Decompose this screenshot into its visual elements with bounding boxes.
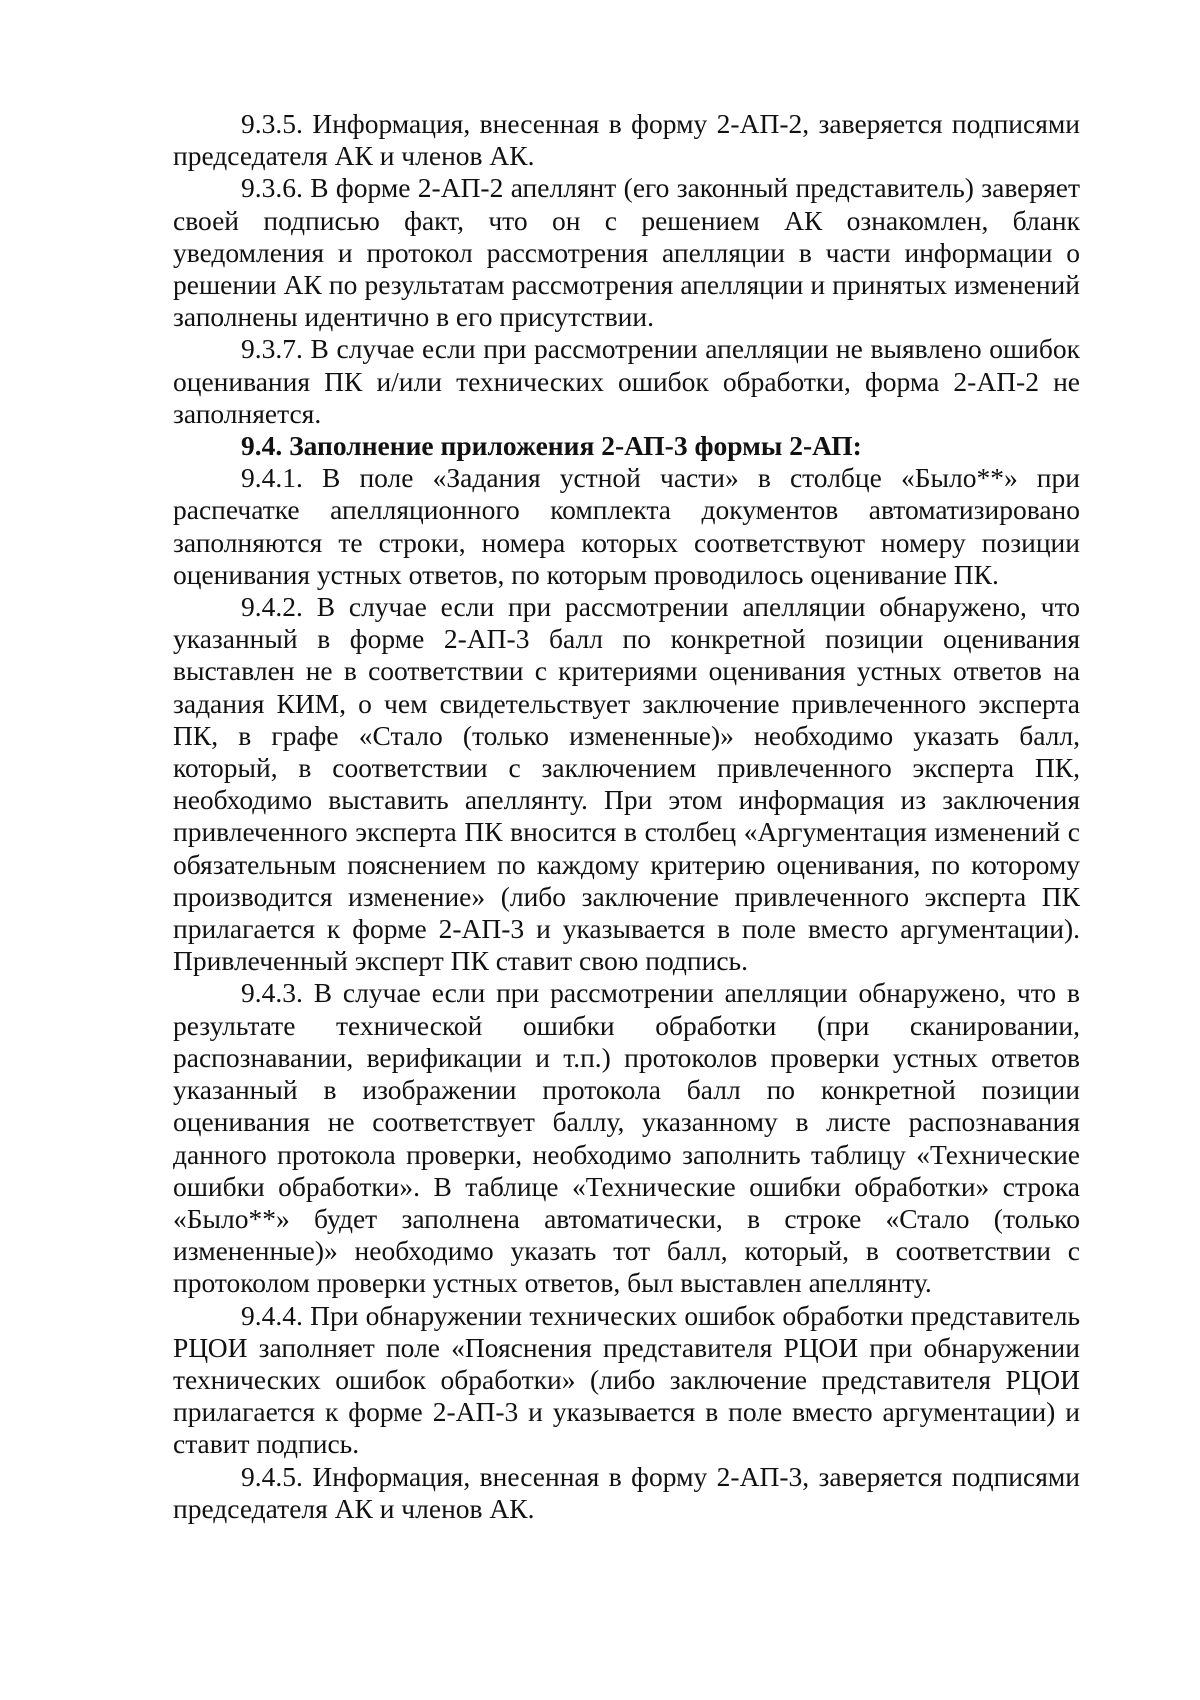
paragraph-9-3-6: 9.3.6. В форме 2-АП-2 апеллянт (его законный представитель) заверяет своей подписью факт, что он с решением АК ознакомлен, бланк уведомления и протокол рассмотрения апелляции в части информации о решении АК по результатам рассмотрения апелляции и принятых изменений заполнены идентично в его присутствии. bbox=[173, 172, 1080, 333]
paragraph-9-4-3: 9.4.3. В случае если при рассмотрении апелляции обнаружено, что в результате технической ошибки обработки (при сканировании, распознавании, верификации и т.п.) протоколов проверки устных ответов указанный в изображении протокола балл по конкретной позиции оценивания не соответствует баллу, указанному в листе распознавания данного протокола проверки, необходимо заполнить таблицу «Технические ошибки обработки». В таблице «Технические ошибки обработки» строка «Было**» будет заполнена автоматически, в строке «Стало (только измененные)» необходимо указать тот балл, который, в соответствии с протоколом проверки устных ответов, был выставлен апеллянту. bbox=[173, 977, 1080, 1299]
document-page bbox=[173, 108, 1080, 1525]
paragraph-9-3-7: 9.3.7. В случае если при рассмотрении апелляции не выявлено ошибок оценивания ПК и/или технических ошибок обработки, форма 2-АП-2 не заполняется. bbox=[173, 333, 1080, 429]
paragraph-9-4-1: 9.4.1. В поле «Задания устной части» в столбце «Было**» при распечатке апелляционного комплекта документов автоматизировано заполняются те строки, номера которых соответствуют номеру позиции оценивания устных ответов, по которым проводилось оценивание ПК. bbox=[173, 462, 1080, 590]
paragraph-9-4-4: 9.4.4. При обнаружении технических ошибок обработки представитель РЦОИ заполняет поле «Пояснения представителя РЦОИ при обнаружении технических ошибок обработки» (либо заключение представителя РЦОИ прилагается к форме 2-АП-3 и указывается в поле вместо аргументации) и ставит подпись. bbox=[173, 1299, 1080, 1460]
section-heading-9-4: 9.4. Заполнение приложения 2-АП-3 формы 2-АП: bbox=[241, 430, 862, 462]
paragraph-9-4-5: 9.4.5. Информация, внесенная в форму 2-АП-3, заверяется подписями председателя АК и членов АК. bbox=[173, 1460, 1080, 1524]
paragraph-9-4-2: 9.4.2. В случае если при рассмотрении апелляции обнаружено, что указанный в форме 2-АП-3 балл по конкретной позиции оценивания выставлен не в соответствии с критериями оценивания устных ответов на задания КИМ, о чем свидетельствует заключение привлеченного эксперта ПК, в графе «Стало (только измененные)» необходимо указать балл, который, в соответствии с заключением привлеченного эксперта ПК, необходимо выставить апеллянту. При этом информация из заключения привлеченного эксперта ПК вносится в столбец «Аргументация изменений с обязательным пояснением по каждому критерию оценивания, по которому производится изменение» (либо заключение привлеченного эксперта ПК прилагается к форме 2-АП-3 и указывается в поле вместо аргументации). Привлеченный эксперт ПК ставит свою подпись. bbox=[173, 591, 1080, 977]
paragraph-9-3-5: 9.3.5. Информация, внесенная в форму 2-АП-2, заверяется подписями председателя АК и членов АК. bbox=[173, 108, 1080, 172]
